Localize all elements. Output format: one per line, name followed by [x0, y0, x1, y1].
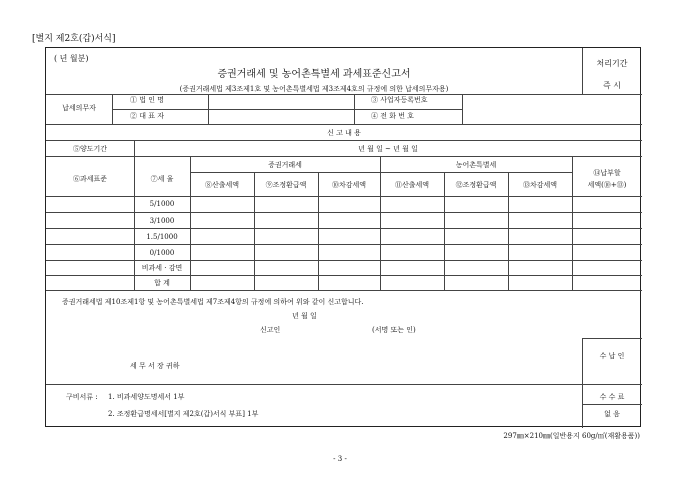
- business-reg-no-label: ③ 사업자등록번호: [371, 96, 428, 104]
- grid-line: [208, 94, 209, 124]
- period-field: ( 년 월분): [54, 54, 89, 63]
- grid-line: [254, 172, 255, 290]
- receipt-stamp-label: 수 납 인: [599, 352, 625, 360]
- rural-tax-group-header: 농어촌특별세: [455, 161, 497, 169]
- rate-cell: 5/1000: [149, 200, 175, 208]
- rural-calculated-tax-header: ⑪산출세액: [394, 181, 430, 189]
- tax-rate-header: ⑦세 율: [150, 175, 174, 183]
- taxpayer-section-label: 납세의무자: [62, 104, 96, 112]
- processing-period-label: 처리기간: [596, 59, 628, 68]
- rural-net-tax-header: ⑬차감세액: [522, 181, 558, 189]
- grid-line: [462, 94, 463, 124]
- payable-tax-header-line2: 세액(⑩+⑬): [587, 181, 627, 189]
- form-subtitle: (증권거래세법 제3조제1호 및 농어촌특별세법 제3조제4호의 규정에 의한 납세의무자용): [179, 85, 449, 93]
- adjusted-refund-header: ⑨조정환급액: [265, 181, 307, 189]
- rate-cell: 비과세 · 감면: [141, 264, 183, 272]
- declaration-date[interactable]: 년 월 일: [292, 312, 317, 320]
- total-row-label: 합 계: [154, 279, 170, 287]
- reporter-label: 신고인: [260, 326, 281, 334]
- grid-line: [190, 172, 572, 173]
- transfer-period-value[interactable]: 년 월 일 ~ 년 월 일: [358, 145, 418, 153]
- company-name-label: ① 법 인 명: [130, 96, 164, 104]
- grid-line: [318, 172, 319, 290]
- grid-line: [46, 94, 642, 95]
- grid-line: [134, 156, 135, 290]
- paper-spec: 297㎜×210㎜(일반용지 60g/㎡(재활용품)): [503, 432, 640, 440]
- processing-period-value: 즉 시: [603, 81, 621, 90]
- calculated-tax-header: ⑧산출세액: [204, 181, 240, 189]
- grid-line: [46, 260, 642, 261]
- grid-line: [46, 124, 642, 125]
- payable-tax-header-line1: ⑭납부할: [593, 169, 621, 177]
- grid-line: [354, 94, 355, 124]
- grid-line: [190, 156, 191, 290]
- form-frame: [45, 47, 641, 427]
- grid-line: [46, 384, 642, 385]
- phone-number-label: ④ 전 화 번 호: [371, 112, 414, 120]
- rate-cell: 3/1000: [149, 217, 175, 225]
- rate-cell: 0/1000: [149, 249, 175, 257]
- grid-line: [46, 275, 642, 276]
- grid-line: [46, 212, 642, 213]
- grid-line: [134, 140, 135, 156]
- fee-label: 수 수 료: [599, 393, 625, 401]
- grid-line: [46, 244, 642, 245]
- grid-line: [582, 48, 583, 94]
- rate-cell: 1.5/1000: [146, 233, 178, 241]
- grid-line: [112, 94, 113, 124]
- grid-line: [380, 156, 381, 290]
- addressee: 세 무 서 장 귀하: [130, 362, 180, 370]
- tax-base-header: ⑥과세표준: [72, 175, 108, 183]
- attachment-item: 1. 비과세양도명세서 1부: [108, 393, 185, 401]
- grid-line: [508, 172, 509, 290]
- transfer-period-label: ⑤양도기간: [72, 145, 108, 153]
- report-section-title: 신 고 내 용: [327, 129, 361, 137]
- grid-line: [582, 338, 642, 339]
- grid-line: [46, 140, 642, 141]
- form-label: [별지 제2호(갑)서식]: [32, 34, 116, 44]
- form-title: 증권거래세 및 농어촌특별세 과세표준신고서: [217, 69, 411, 80]
- grid-line: [46, 196, 642, 197]
- page-number: - 3 -: [333, 455, 347, 463]
- grid-line: [582, 338, 583, 428]
- representative-label: ② 대 표 자: [130, 112, 164, 120]
- grid-line: [46, 228, 642, 229]
- grid-line: [444, 172, 445, 290]
- grid-line: [572, 156, 573, 290]
- net-tax-header: ⑩차감세액: [331, 181, 367, 189]
- grid-line: [46, 156, 642, 157]
- declaration-statement: 증권거래세법 제10조제1항 및 농어촌특별세법 제7조제4항의 규정에 의하여 위와 같이 신고합니다.: [62, 298, 364, 306]
- attachments-label: 구비서류 :: [66, 393, 98, 401]
- grid-line: [582, 404, 642, 405]
- securities-tax-group-header: 증권거래세: [268, 161, 302, 169]
- grid-line: [112, 109, 462, 110]
- grid-line: [46, 290, 642, 291]
- reporter-signature[interactable]: (서명 또는 인): [372, 326, 416, 334]
- fee-value: 없 음: [604, 410, 620, 418]
- rural-adjusted-refund-header: ⑫조정환급액: [455, 181, 497, 189]
- attachment-item: 2. 조정환급명세서[별지 제2호(갑)서식 부표] 1부: [108, 410, 259, 418]
